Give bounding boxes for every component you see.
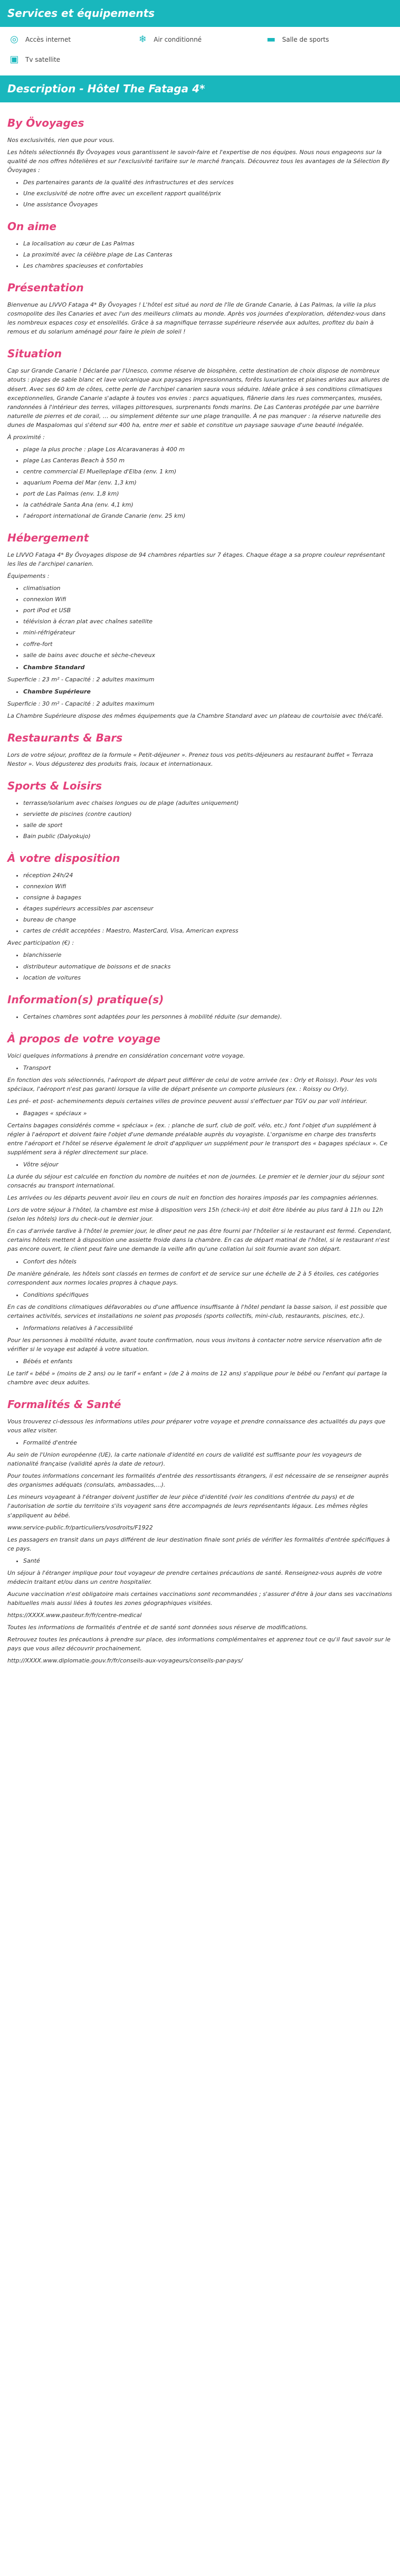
list-item: • Transport [23, 1063, 393, 1072]
paragraph: De manière générale, les hôtels sont classés en termes de confort et de service sur une échelle de 2 à 5 étoiles, ces catégories correspondent aux normes locales propres à chaque pays. [7, 1270, 379, 1286]
paragraph: Pour les personnes à mobilité réduite, avant toute confirmation, nous vous invitons à contacter notre service réservation afin de vérifier si le voyage est adapté à votre situation. [7, 1336, 382, 1353]
list-item: • salle de sport [23, 821, 393, 830]
list-item: • distributeur automatique de boissons et de snacks [23, 962, 393, 971]
bullet-list [13, 1324, 393, 1333]
service-label: Tv satellite [25, 55, 61, 63]
section-heading: Restaurants & Bars [7, 731, 123, 744]
paragraph: Toutes les informations de formalités d'entrée et de santé sont données sous réserve de modifications. [7, 1623, 308, 1631]
section-heading: By Övoyages [7, 116, 84, 129]
services-header: Services et équipements [0, 0, 400, 27]
list-item: • Confort des hôtels [23, 1257, 393, 1266]
description-header: Description - Hôtel The Fataga 4* [0, 75, 400, 102]
list-item: • Chambre Standard [23, 663, 393, 672]
snowflake-icon: ❄ [138, 34, 147, 45]
section-heading: On aime [7, 220, 56, 233]
list-item: • La localisation au cœur de Las Palmas [23, 239, 393, 248]
bullet-list [13, 584, 393, 659]
paragraph: Superficie : 30 m² - Capacité : 2 adultes maximum [7, 700, 155, 707]
paragraph: Le LIVVO Fataga 4* By Övoyages dispose de 94 chambres réparties sur 7 étages. Chaque étage a sa propre couleur représentant les îles de l'archipel canarien. [7, 552, 385, 568]
bullet-list [13, 1160, 393, 1169]
paragraph: Un séjour à l'étranger implique pour tout voyageur de prendre certaines précautions de santé. Renseignez-vous auprès de votre médecin traitant et/ou dans un centre hospitalier. [7, 1569, 382, 1585]
paragraph: Cap sur Grande Canarie ! Déclarée par l'Unesco, comme réserve de biosphère, cette destination de choix dispose de nombreux atouts : plages de sable blanc et lave volcanique aux paysages impressionnants, forêts luxuriantes et plaines arides aux allures de désert. Avec ses 60 km de côtes, cette perle de l'archipel canarien saura vous séduire. Idéale grâce à ses conditions climatiques exceptionnelles, Grande Canarie s'adapte à toutes vos envies : parcs aquatiques, flânerie dans les rues commerçantes, musées, randonnées à l'intérieur des terres, villages pittoresques, surprenants fonds marins. De Las Canteras protégée par une barrière naturelle de pierres et de corail, … ou simplement détente sur une plage tranquille. À ne pas manquer : la réserve naturelle des dunes de Maspalomas qui s'étend sur 400 ha, entre mer et sable et constitue un paysage sauvage d'une beauté inégalée. [7, 367, 389, 429]
list-item: • Vôtre séjour [23, 1160, 393, 1169]
list-item: • Formalité d'entrée [23, 1438, 393, 1447]
list-item: • serviette de piscines (contre caution) [23, 810, 393, 819]
list-item: • consigne à bagages [23, 893, 393, 902]
paragraph: Au sein de l'Union européenne (UE), la carte nationale d'identité en cours de validité est suffisante pour les voyageurs de nationalité française (validité après la date de retour). [7, 1451, 362, 1468]
paragraph: Les pré- et post- acheminements depuis certaines villes de province peuvent aussi s'effectuer par TGV ou par voll intérieur. [7, 1097, 368, 1105]
list-item: • salle de bains avec douche et sèche-cheveux [23, 651, 393, 660]
list-item: • Des partenaires garants de la qualité des infrastructures et des services [23, 178, 393, 187]
section-heading: Hébergement [7, 531, 89, 545]
list-item: • centre commercial El Muelleplage d'Elba (env. 1 km) [23, 467, 393, 476]
list-item: • la cathédrale Santa Ana (env. 4,1 km) [23, 500, 393, 509]
paragraph: La durée du séjour est calculée en fonction du nombre de nuitées et non de journées. Le premier et le dernier jour du séjour sont consacrés au transport international. [7, 1173, 385, 1190]
bullet-list [13, 799, 393, 841]
paragraph: La Chambre Supérieure dispose des mêmes équipements que la Chambre Standard avec un plateau de courtoisie avec thé/café. [7, 712, 384, 719]
list-item: • location de voitures [23, 973, 393, 982]
paragraph: Avec participation (€) : [7, 939, 74, 947]
list-item: • étages supérieurs accessibles par ascenseur [23, 904, 393, 913]
services-row [7, 32, 393, 72]
paragraph: À proximité : [7, 433, 45, 441]
list-item: • blanchisserie [23, 950, 393, 959]
list-item: • télévision à écran plat avec chaînes satellite [23, 617, 393, 626]
paragraph: Lors de votre séjour, profitez de la formule « Petit-déjeuner ». Prenez tous vos petits-déjeuners au restaurant buffet « Terraza Nestor ». Vous dégusterez des produits frais, locaux et internationaux. [7, 751, 374, 767]
bullet-list [13, 445, 393, 520]
bullet-list [13, 1438, 393, 1447]
paragraph: Nos exclusivités, rien que pour vous. [7, 136, 115, 144]
list-item: • Santé [23, 1556, 393, 1565]
list-item: • Chambre Supérieure [23, 687, 393, 696]
bullet-list [13, 663, 393, 672]
list-item: • terrasse/solarium avec chaises longues ou de plage (adultes uniquement) [23, 799, 393, 807]
paragraph: Bienvenue au LIVVO Fataga 4* By Övoyages ! L'hôtel est situé au nord de l'île de Grande Canarie, à Las Palmas, la ville la plus cosmopolite des îles Canaries et avec l'un des meilleurs climats au monde. Après vos journées d'exploration, détendez-vous dans les nombreux espaces cosy et ensoleillés. Grâce à sa magnifique terrasse supérieure réservée aux adultes, profitez du bain à remous et du solarium aménagé pour faire le plein de soleil ! [7, 301, 386, 336]
wifi-icon: ◎ [10, 34, 18, 45]
list-item: • port de Las Palmas (env. 1,8 km) [23, 489, 393, 498]
list-item: • Bagages « spéciaux » [23, 1109, 393, 1118]
list-item: • port iPod et USB [23, 606, 393, 615]
paragraph: En cas d'arrivée tardive à l'hôtel le premier jour, le dîner peut ne pas être fourni par l'hôtelier si le restaurant est fermé. Cependant, certains hôtels mettent à disposition une assiette froide dans la chambre. En cas de départ matinal de l'hôtel, si le restaurant n'est pas encore ouvert, le client peut faire une demande la veille afin qu'une collation lui soit fournie avant son départ. [7, 1228, 392, 1253]
list-item: • mini-réfrigérateur [23, 628, 393, 637]
list-item: • coffre-fort [23, 640, 393, 649]
list-item: • Certaines chambres sont adaptées pour les personnes à mobilité réduite (sur demande). [23, 1012, 393, 1021]
list-item: • plage la plus proche : plage Los Alcaravaneras à 400 m [23, 445, 393, 454]
section-heading: Formalités & Santé [7, 1398, 121, 1411]
service-item [7, 32, 136, 47]
list-item: • La proximité avec la célèbre plage de Las Canteras [23, 250, 393, 259]
paragraph: Superficie : 23 m² - Capacité : 2 adultes maximum [7, 676, 155, 683]
list-item: • Conditions spécifiques [23, 1290, 393, 1299]
paragraph: Aucune vaccination n'est obligatoire mais certaines vaccinations sont recommandées ; s'assurer d'être à jour dans ses vaccinations habituelles mais aussi liées à toutes les zones géographiques visitées. [7, 1590, 392, 1607]
list-item: • bureau de change [23, 915, 393, 924]
service-label: Accès internet [25, 35, 71, 43]
service-item [136, 32, 264, 47]
paragraph: Les arrivées ou les départs peuvent avoir lieu en cours de nuit en fonction des horaires imposés par les compagnies aériennes. [7, 1194, 378, 1202]
paragraph: Certains bagages considérés comme « spéciaux » (ex. : planche de surf, club de golf, vélo, etc.) font l'objet d'un supplément à régler à l'aéroport et doivent faire l'objet d'une demande préalable auprès du voyagiste. L'organisme en charge des transferts entre l'aéroport et l'hôtel se réserve également le droit d'appliquer un supplément pour le transport des « bagages spéciaux ». Ce supplément sera à régler directement sur place. [7, 1121, 388, 1156]
bullet-list [13, 1012, 393, 1021]
section-heading: Information(s) pratique(s) [7, 993, 164, 1006]
bullet-list [13, 871, 393, 935]
list-item: • Une assistance Övoyages [23, 200, 393, 209]
bullet-list [13, 178, 393, 209]
service-label: Air conditionné [154, 35, 202, 43]
paragraph: https://XXXX.www.pasteur.fr/fr/centre-medical [7, 1611, 142, 1619]
list-item: • connexion Wifi [23, 595, 393, 604]
service-item [7, 52, 136, 67]
list-item: • climatisation [23, 584, 393, 593]
bullet-list [13, 1109, 393, 1118]
list-item: • Bain public (Dalyokujo) [23, 832, 393, 841]
tv-icon: ▣ [9, 53, 19, 65]
bullet-list [13, 1257, 393, 1266]
paragraph: http://XXXX.www.diplomatie.gouv.fr/fr/conseils-aux-voyageurs/conseils-par-pays/ [7, 1657, 243, 1665]
list-item: • connexion Wifi [23, 882, 393, 891]
bullet-list [13, 1357, 393, 1366]
service-item [264, 32, 393, 47]
paragraph: Lors de votre séjour à l'hôtel, la chambre est mise à disposition vers 15h (check-in) et doit être libérée au plus tard à 11h ou 12h (selon les hôtels) lors du check-out le dernier jour. [7, 1206, 383, 1223]
list-item: • Informations relatives à l'accessibilité [23, 1324, 393, 1333]
list-item: • l'aéroport international de Grande Canarie (env. 25 km) [23, 511, 393, 520]
bullet-list [13, 1556, 393, 1565]
bullet-list [13, 239, 393, 270]
section-heading: À votre disposition [7, 852, 120, 865]
section-heading: Sports & Loisirs [7, 779, 102, 792]
bullet-list [13, 950, 393, 982]
paragraph: Retrouvez toutes les précautions à prendre sur place, des informations complémentaires et apprenez tout ce qu'il faut savoir sur le pays que vous allez découvrir prochainement. [7, 1636, 391, 1652]
list-item: • Les chambres spacieuses et confortables [23, 261, 393, 270]
paragraph: En cas de conditions climatiques défavorables ou d'une affluence insuffisante à l'hôtel pendant la basse saison, il est possible que certaines activités, services et installations ne soient pas proposés (sports collectifs, mini-club, restaurants, piscines, etc.). [7, 1303, 387, 1319]
bullet-list [13, 1063, 393, 1072]
list-item: • réception 24h/24 [23, 871, 393, 880]
paragraph: Le tarif « bébé » (moins de 2 ans) ou le tarif « enfant » (de 2 à moins de 12 ans) s'applique pour le bébé ou l'enfant qui partage la chambre avec deux adultes. [7, 1370, 387, 1386]
list-item: • aquarium Poema del Mar (env. 1,3 km) [23, 478, 393, 487]
section-heading: Situation [7, 347, 62, 360]
section-heading: À propos de votre voyage [7, 1032, 161, 1045]
services-list [0, 27, 400, 75]
list-item: • plage Las Canteras Beach à 550 m [23, 456, 393, 465]
description-body [0, 102, 400, 1679]
paragraph: Pour toutes informations concernant les formalités d'entrée des ressortissants étrangers, il est nécessaire de se renseigner auprès des organismes adéquats (consulats, ambassades,...). [7, 1472, 389, 1489]
list-item: • Une exclusivité de notre offre avec un excellent rapport qualité/prix [23, 189, 393, 198]
paragraph: Voici quelques informations à prendre en considération concernant votre voyage. [7, 1052, 245, 1059]
paragraph: Équipements : [7, 573, 50, 580]
paragraph: Vous trouverez ci-dessous les informations utiles pour préparer votre voyage et prendre connaissance des actualités du pays que vous allez visiter. [7, 1418, 386, 1434]
paragraph: En fonction des vols sélectionnés, l'aéroport de départ peut différer de celui de votre arrivée (ex : Orly et Roissy). Pour les vols spéciaux, l'aéroport n'est pas garanti lorsque la ville de départ présente un comporte plusieurs (ex. : Roissy ou Orly). [7, 1076, 377, 1092]
service-label: Salle de sports [282, 35, 329, 43]
list-item: • Bébés et enfants [23, 1357, 393, 1366]
list-item: • cartes de crédit acceptées : Maestro, MasterCard, Visa, American express [23, 926, 393, 935]
bullet-list [13, 1290, 393, 1299]
paragraph: Les mineurs voyageant à l'étranger doivent justifier de leur pièce d'identité (voir les conditions d'entrée du pays) et de l'autorisation de sortie du territoire s'ils voyagent sans être accompagnés de leurs représentants légaux. Les mêmes règles s'appliquent au bébé. [7, 1494, 368, 1519]
dumbbell-icon: ▬ [266, 34, 276, 45]
section-heading: Présentation [7, 281, 84, 294]
paragraph: Les hôtels sélectionnés By Övoyages vous garantissent le savoir-faire et l'expertise de nos équipes. Nous nous engageons sur la qualité de nos offres hôtelières et sur l'exclusivité tarifaire sur le marché français. Découvrez tous les avantages de la Sélection By Övoyages : [7, 148, 389, 174]
paragraph: www.service-public.fr/particuliers/vosdroits/F1922 [7, 1524, 153, 1531]
bullet-list [13, 687, 393, 696]
paragraph: Les passagers en transit dans un pays différent de leur destination finale sont priés de vérifier les formalités d'entrée spécifiques à ce pays. [7, 1536, 390, 1552]
